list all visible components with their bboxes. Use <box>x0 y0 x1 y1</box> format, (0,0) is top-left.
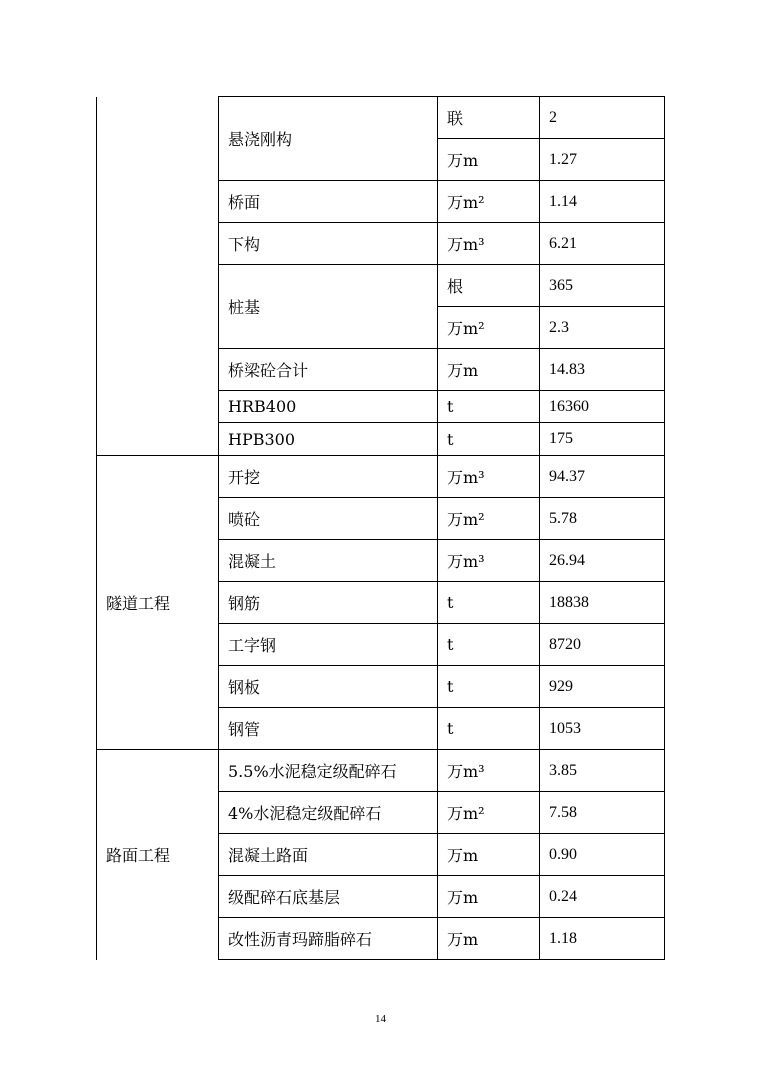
unit-cell <box>438 265 540 307</box>
unit-label: t <box>447 677 454 696</box>
value-cell <box>540 792 665 834</box>
unit-label: 万m² <box>447 510 485 529</box>
item-cell <box>219 918 438 960</box>
item-label: 级配碎石底基层 <box>228 888 341 907</box>
unit-cell <box>438 666 540 708</box>
item-label: 钢板 <box>228 678 261 697</box>
value-cell <box>540 708 665 750</box>
item-label: 5.5%水泥稳定级配碎石 <box>228 762 397 781</box>
unit-cell <box>438 624 540 666</box>
unit-cell <box>438 423 540 456</box>
value-cell <box>540 918 665 960</box>
unit-cell <box>438 834 540 876</box>
unit-label: 万m² <box>447 319 485 338</box>
value-label: 6.21 <box>549 234 577 252</box>
value-cell <box>540 666 665 708</box>
unit-label: 万m <box>447 151 479 170</box>
unit-label: t <box>447 635 454 654</box>
value-label: 7.58 <box>549 803 577 821</box>
value-cell <box>540 498 665 540</box>
unit-label: 万m² <box>447 804 485 823</box>
item-cell <box>219 456 438 498</box>
value-label: 8720 <box>549 635 581 653</box>
unit-label: 万m <box>447 888 479 907</box>
value-label: 94.37 <box>549 467 585 485</box>
item-cell <box>219 582 438 624</box>
item-cell <box>219 834 438 876</box>
item-cell <box>219 223 438 265</box>
value-label: 3.85 <box>549 761 577 779</box>
value-label: 1.27 <box>549 150 577 168</box>
item-label: 悬浇刚构 <box>228 130 293 149</box>
value-cell <box>540 97 665 139</box>
unit-cell <box>438 307 540 349</box>
item-cell <box>219 498 438 540</box>
item-label: 工字钢 <box>228 636 277 655</box>
unit-label: t <box>447 719 454 738</box>
item-label: 4%水泥稳定级配碎石 <box>228 804 382 823</box>
value-cell <box>540 834 665 876</box>
unit-cell <box>438 349 540 391</box>
value-cell <box>540 139 665 181</box>
item-cell <box>219 540 438 582</box>
value-cell <box>540 624 665 666</box>
item-cell <box>219 349 438 391</box>
value-label: 1.14 <box>549 192 577 210</box>
value-label: 0.90 <box>549 845 577 863</box>
value-cell <box>540 349 665 391</box>
value-cell <box>540 876 665 918</box>
value-label: 929 <box>549 677 573 695</box>
item-cell <box>219 750 438 792</box>
item-cell <box>219 876 438 918</box>
unit-cell <box>438 391 540 423</box>
item-cell <box>219 666 438 708</box>
value-cell <box>540 423 665 456</box>
unit-cell <box>438 456 540 498</box>
value-label: 5.78 <box>549 509 577 527</box>
item-label: 下构 <box>228 235 261 254</box>
item-label: HRB400 <box>228 397 297 416</box>
value-label: 0.24 <box>549 887 577 905</box>
value-cell <box>540 223 665 265</box>
unit-cell <box>438 876 540 918</box>
value-label: 365 <box>549 276 573 294</box>
item-cell <box>219 624 438 666</box>
quantities-table <box>96 96 665 960</box>
item-cell <box>219 792 438 834</box>
item-cell <box>219 265 438 349</box>
value-cell <box>540 391 665 423</box>
unit-label: 根 <box>447 277 464 296</box>
unit-label: t <box>447 397 454 416</box>
item-label: 混凝土路面 <box>228 846 309 865</box>
value-label: 2.3 <box>549 318 569 336</box>
unit-label: 万m <box>447 361 479 380</box>
value-label: 14.83 <box>549 360 585 378</box>
category-cell <box>97 97 219 456</box>
value-cell <box>540 456 665 498</box>
item-label: 改性沥青玛蹄脂碎石 <box>228 930 373 949</box>
unit-label: 联 <box>447 109 464 128</box>
unit-label: t <box>447 429 454 449</box>
unit-cell <box>438 181 540 223</box>
value-label: 16360 <box>549 397 589 415</box>
item-label: 桥梁砼合计 <box>228 361 309 380</box>
item-cell <box>219 708 438 750</box>
category-label: 隧道工程 <box>106 594 171 613</box>
item-label: 钢筋 <box>228 594 261 613</box>
value-label: 18838 <box>549 593 589 611</box>
unit-cell <box>438 223 540 265</box>
unit-label: 万m³ <box>447 468 485 487</box>
value-cell <box>540 750 665 792</box>
category-cell <box>97 456 219 750</box>
item-label: 钢管 <box>228 720 261 739</box>
item-label: HPB300 <box>228 429 296 449</box>
value-label: 26.94 <box>549 551 585 569</box>
unit-label: 万m <box>447 930 479 949</box>
item-cell <box>219 97 438 181</box>
item-cell <box>219 391 438 423</box>
value-cell <box>540 540 665 582</box>
value-cell <box>540 181 665 223</box>
item-label: 喷砼 <box>228 510 261 529</box>
item-cell <box>219 181 438 223</box>
unit-cell <box>438 139 540 181</box>
value-cell <box>540 307 665 349</box>
value-label: 1053 <box>549 719 581 737</box>
category-label: 路面工程 <box>106 846 171 866</box>
category-cell <box>97 750 219 960</box>
unit-cell <box>438 708 540 750</box>
value-cell <box>540 582 665 624</box>
unit-cell <box>438 750 540 792</box>
item-label: 开挖 <box>228 468 261 487</box>
unit-label: 万m² <box>447 193 485 212</box>
unit-label: 万m³ <box>447 552 485 571</box>
item-cell <box>219 423 438 456</box>
item-label: 混凝土 <box>228 552 277 571</box>
unit-cell <box>438 582 540 624</box>
item-label: 桥面 <box>228 193 261 212</box>
unit-cell <box>438 498 540 540</box>
unit-label: 万m³ <box>447 235 485 254</box>
unit-label: 万m³ <box>447 762 485 781</box>
unit-cell <box>438 918 540 960</box>
unit-cell <box>438 792 540 834</box>
unit-label: t <box>447 593 454 612</box>
unit-label: 万m <box>447 846 479 865</box>
value-label: 175 <box>549 430 573 447</box>
value-label: 2 <box>549 108 557 126</box>
unit-cell <box>438 97 540 139</box>
value-label: 1.18 <box>549 929 577 947</box>
unit-cell <box>438 540 540 582</box>
item-label: 桩基 <box>228 298 261 317</box>
page-number: 14 <box>375 1013 386 1025</box>
value-cell <box>540 265 665 307</box>
